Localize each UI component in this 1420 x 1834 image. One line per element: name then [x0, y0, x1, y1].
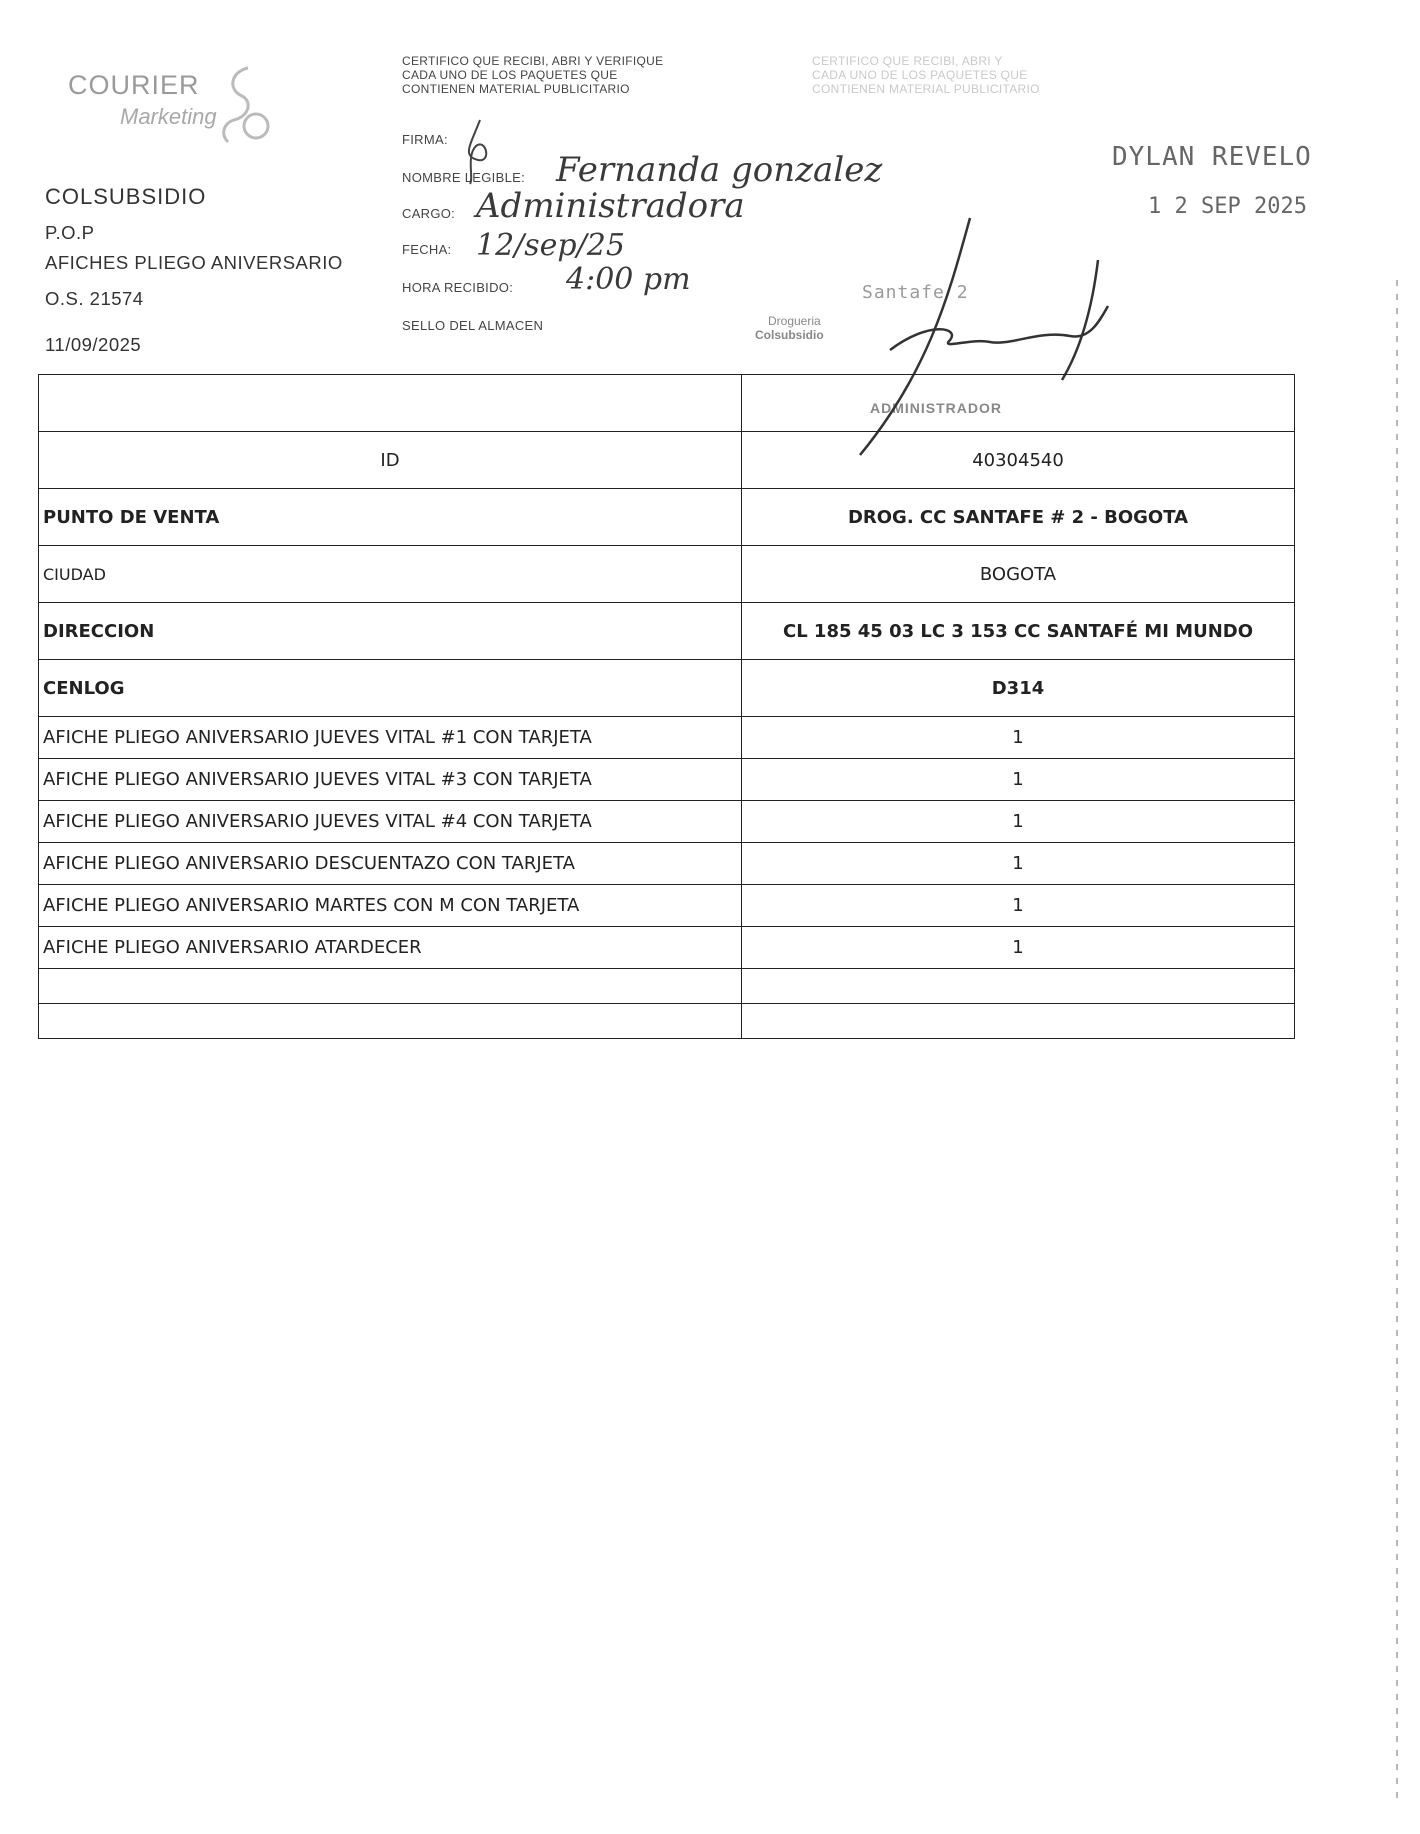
item-label: AFICHE PLIEGO ANIVERSARIO DESCUENTAZO CON TARJETA	[39, 843, 742, 885]
item-label	[39, 969, 742, 1004]
fecha-value: 12/sep/25	[476, 228, 625, 263]
table-row-cenlog	[39, 660, 1295, 717]
received-date-stamp: 1 2 SEP 2025	[1148, 194, 1307, 219]
nombre-value: Fernanda gonzalez	[556, 150, 883, 190]
table-cell-label	[39, 375, 742, 432]
logo-name: COURIER	[68, 70, 200, 100]
table-row-ciudad	[39, 546, 1295, 603]
item-quantity: 1	[742, 927, 1295, 969]
nombre-label: NOMBRE LEGIBLE:	[402, 170, 525, 185]
table-row-empty	[39, 1004, 1295, 1039]
item-label	[39, 1004, 742, 1039]
doc-description: AFICHES PLIEGO ANIVERSARIO	[45, 252, 343, 273]
firma-label: FIRMA:	[402, 132, 448, 147]
direccion-label: DIRECCION	[39, 603, 742, 660]
hora-label: HORA RECIBIDO:	[402, 280, 514, 295]
cenlog-label: CENLOG	[39, 660, 742, 717]
warehouse-stamp-name: Santafe 2	[862, 282, 969, 303]
item-quantity: 1	[742, 717, 1295, 759]
certification-text: CERTIFICO QUE RECIBI, ABRI Y VERIFIQUE CADA UNO DE LOS PAQUETES QUE CONTIENEN MATERIAL PUBLICITARIO	[402, 54, 664, 96]
certification-faded-copy: CERTIFICO QUE RECIBI, ABRI Y CADA UNO DE LOS PAQUETES QUE CONTIENEN MATERIAL PUBLICITARIO	[812, 54, 1040, 96]
sello-label: SELLO DEL ALMACEN	[402, 318, 544, 333]
table-row-item	[39, 927, 1295, 969]
item-label: AFICHE PLIEGO ANIVERSARIO JUEVES VITAL #4 CON TARJETA	[39, 801, 742, 843]
item-label: AFICHE PLIEGO ANIVERSARIO JUEVES VITAL #3 CON TARJETA	[39, 759, 742, 801]
client-name: COLSUBSIDIO	[45, 184, 207, 209]
id-value: 40304540	[742, 432, 1295, 489]
item-label: AFICHE PLIEGO ANIVERSARIO MARTES CON M CON TARJETA	[39, 885, 742, 927]
table-row-item	[39, 759, 1295, 801]
table-row-punto-venta	[39, 489, 1295, 546]
item-label: AFICHE PLIEGO ANIVERSARIO JUEVES VITAL #1 CON TARJETA	[39, 717, 742, 759]
hora-value: 4:00 pm	[566, 262, 691, 297]
ciudad-value: BOGOTA	[742, 546, 1295, 603]
item-quantity	[742, 969, 1295, 1004]
fecha-label: FECHA:	[402, 242, 452, 257]
table-cell-value	[742, 375, 1295, 432]
warehouse-stamp-type: Drogueria	[768, 314, 821, 328]
scan-artifact-line	[1396, 280, 1398, 1800]
cargo-value: Administradora	[476, 186, 745, 226]
doc-type: P.O.P	[45, 222, 95, 243]
item-quantity: 1	[742, 885, 1295, 927]
ciudad-label: CIUDAD	[39, 546, 742, 603]
table-row-blank	[39, 375, 1295, 432]
table-row-empty	[39, 969, 1295, 1004]
table-row-direccion	[39, 603, 1295, 660]
cenlog-value: D314	[742, 660, 1295, 717]
item-label: AFICHE PLIEGO ANIVERSARIO ATARDECER	[39, 927, 742, 969]
item-quantity: 1	[742, 801, 1295, 843]
warehouse-stamp-company: Colsubsidio	[755, 328, 824, 342]
received-by-stamp: DYLAN REVELO	[1112, 142, 1312, 172]
table-row-item	[39, 843, 1295, 885]
item-quantity	[742, 1004, 1295, 1039]
item-quantity: 1	[742, 843, 1295, 885]
doc-date: 11/09/2025	[45, 334, 142, 355]
item-quantity: 1	[742, 759, 1295, 801]
delivery-table	[38, 374, 1295, 1039]
table-row-item	[39, 885, 1295, 927]
warehouse-stamp-role: ADMINISTRADOR	[870, 400, 1002, 416]
table-row-item	[39, 717, 1295, 759]
punto-venta-value: DROG. CC SANTAFE # 2 - BOGOTA	[742, 489, 1295, 546]
direccion-value: CL 185 45 03 LC 3 153 CC SANTAFÉ MI MUNDO	[742, 603, 1295, 660]
logo-tagline: Marketing	[120, 104, 217, 129]
id-label: ID	[39, 432, 742, 489]
cargo-label: CARGO:	[402, 206, 456, 221]
table-row-item	[39, 801, 1295, 843]
order-number: O.S. 21574	[45, 288, 144, 309]
table-row-id	[39, 432, 1295, 489]
punto-venta-label: PUNTO DE VENTA	[39, 489, 742, 546]
